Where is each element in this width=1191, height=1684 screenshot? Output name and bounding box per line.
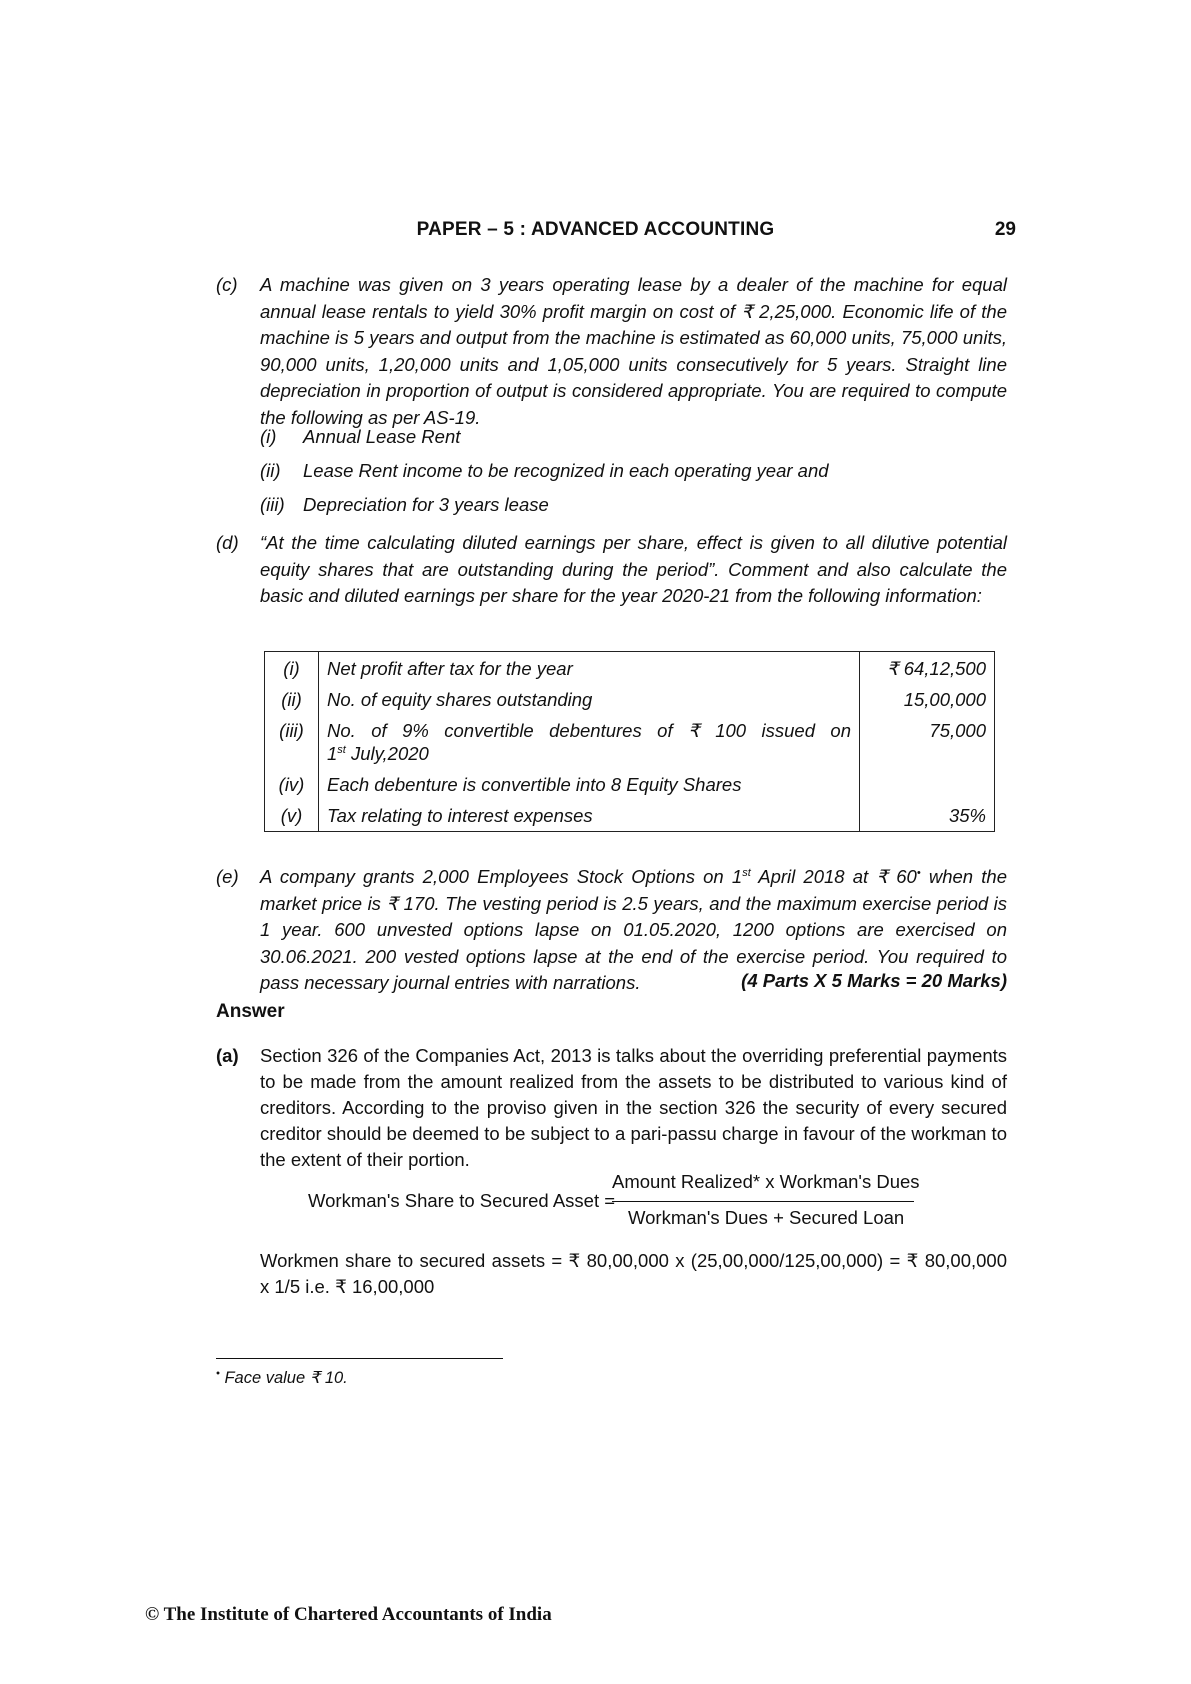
row-value: ₹ 64,12,500 bbox=[860, 652, 995, 685]
row-description: Tax relating to interest expenses bbox=[319, 800, 860, 832]
question-c-item-text: Lease Rent income to be recognized in each operating year and bbox=[303, 460, 829, 481]
footnote-text: Face value ₹ 10. bbox=[219, 1369, 348, 1387]
row-description-line1: No. of 9% convertible debentures of ₹ 100 issued on bbox=[327, 720, 851, 741]
page-number: 29 bbox=[994, 219, 1016, 240]
ordinal-suffix: st bbox=[337, 743, 346, 756]
footnote-marker: • bbox=[216, 1367, 220, 1380]
question-c-item-text: Annual Lease Rent bbox=[303, 426, 461, 447]
formula-numerator: Amount Realized* x Workman's Dues bbox=[612, 1171, 920, 1192]
question-c-label: (c) bbox=[216, 274, 238, 295]
row-value: 15,00,000 bbox=[860, 684, 995, 715]
table-row bbox=[265, 684, 995, 715]
row-description: No. of equity shares outstanding bbox=[319, 684, 860, 715]
row-number: (iv) bbox=[265, 769, 319, 800]
question-c-item-text: Depreciation for 3 years lease bbox=[303, 494, 549, 515]
footnote-divider bbox=[216, 1358, 503, 1359]
row-value: 75,000 bbox=[860, 715, 995, 769]
calculation-text: Workmen share to secured assets = ₹ 80,00,000 x (25,00,000/125,00,000) = ₹ 80,00,000 x 1/5 i.e. ₹ 16,00,000 bbox=[260, 1250, 1007, 1297]
question-d-text: “At the time calculating diluted earnings per share, effect is given to all dilutive potential equity shares that are outstanding during the period”. Comment and also calculate the basic and diluted earnings per share for the year 2020-21 from the following information: bbox=[260, 532, 1007, 606]
formula-denominator: Workman's Dues + Secured Loan bbox=[628, 1207, 905, 1228]
row-number: (iii) bbox=[265, 715, 319, 769]
question-c-item-label: (i) bbox=[260, 426, 277, 447]
fraction-bar bbox=[612, 1201, 914, 1202]
question-c-text: A machine was given on 3 years operating lease by a dealer of the machine for equal annual lease rentals to yield 30% profit margin on cost of ₹ 2,25,000. Economic life of the machine is 5 years and output from the machine is estimated as 60,000 units, 75,000 units, 90,000 units, 1,20,000 units and 1,05,000 units consecutively for 5 years. Straight line depreciation in proportion of output is considered appropriate. You are required to compute the following as per AS-19. bbox=[260, 274, 1007, 428]
answer-a-text: Section 326 of the Companies Act, 2013 is talks about the overriding preferential payments to be made from the amount realized from the assets to be distributed to various kind of creditors. According to the proviso given in the section 326 the security of every secured creditor should be deemed to be subject to a pari-passu charge in favour of the workman to the extent of their portion. bbox=[260, 1045, 1007, 1170]
table-row bbox=[265, 652, 995, 685]
page-title: PAPER – 5 : ADVANCED ACCOUNTING bbox=[416, 219, 775, 240]
row-description bbox=[319, 715, 860, 769]
row-number: (i) bbox=[265, 652, 319, 685]
row-description-line2-pre: 1 bbox=[327, 743, 338, 764]
answer-a-label: (a) bbox=[216, 1045, 239, 1066]
table-row bbox=[265, 715, 995, 769]
table-row bbox=[265, 800, 995, 832]
question-e-text-post: when the market price is ₹ 170. The vesting period is 2.5 years, and the maximum exercise period is 1 year. 600 unvested options lapse on 01.05.2020, 1200 options are exercised on 30.06.2021. 200 vested options lapse at the end of the exercise period. You required to pass necessary journal entries with narrations. bbox=[260, 866, 1007, 993]
row-number: (v) bbox=[265, 800, 319, 832]
marks-allocation: (4 Parts X 5 Marks = 20 Marks) bbox=[741, 970, 1007, 991]
table-row bbox=[265, 769, 995, 800]
question-c-item-label: (iii) bbox=[260, 494, 285, 515]
row-description-line2-post: July,2020 bbox=[345, 743, 429, 764]
question-e-text-mid: April 2018 at ₹ 60 bbox=[750, 866, 917, 887]
row-description: Net profit after tax for the year bbox=[319, 652, 860, 685]
footnote bbox=[216, 1368, 348, 1388]
formula-lhs: Workman's Share to Secured Asset = bbox=[308, 1190, 616, 1211]
ordinal-suffix: st bbox=[742, 866, 751, 879]
eps-info-table bbox=[264, 651, 995, 832]
row-number: (ii) bbox=[265, 684, 319, 715]
question-e-text-pre: A company grants 2,000 Employees Stock Options on 1 bbox=[260, 866, 743, 887]
question-c-item-label: (ii) bbox=[260, 460, 281, 481]
row-value: 35% bbox=[860, 800, 995, 832]
footnote-marker: • bbox=[916, 866, 921, 879]
row-value bbox=[860, 769, 995, 800]
question-d-label: (d) bbox=[216, 532, 239, 553]
question-e-label: (e) bbox=[216, 866, 239, 887]
copyright-footer: © The Institute of Chartered Accountants of India bbox=[145, 1604, 552, 1625]
answer-heading: Answer bbox=[216, 1001, 285, 1022]
row-description: Each debenture is convertible into 8 Equity Shares bbox=[319, 769, 860, 800]
